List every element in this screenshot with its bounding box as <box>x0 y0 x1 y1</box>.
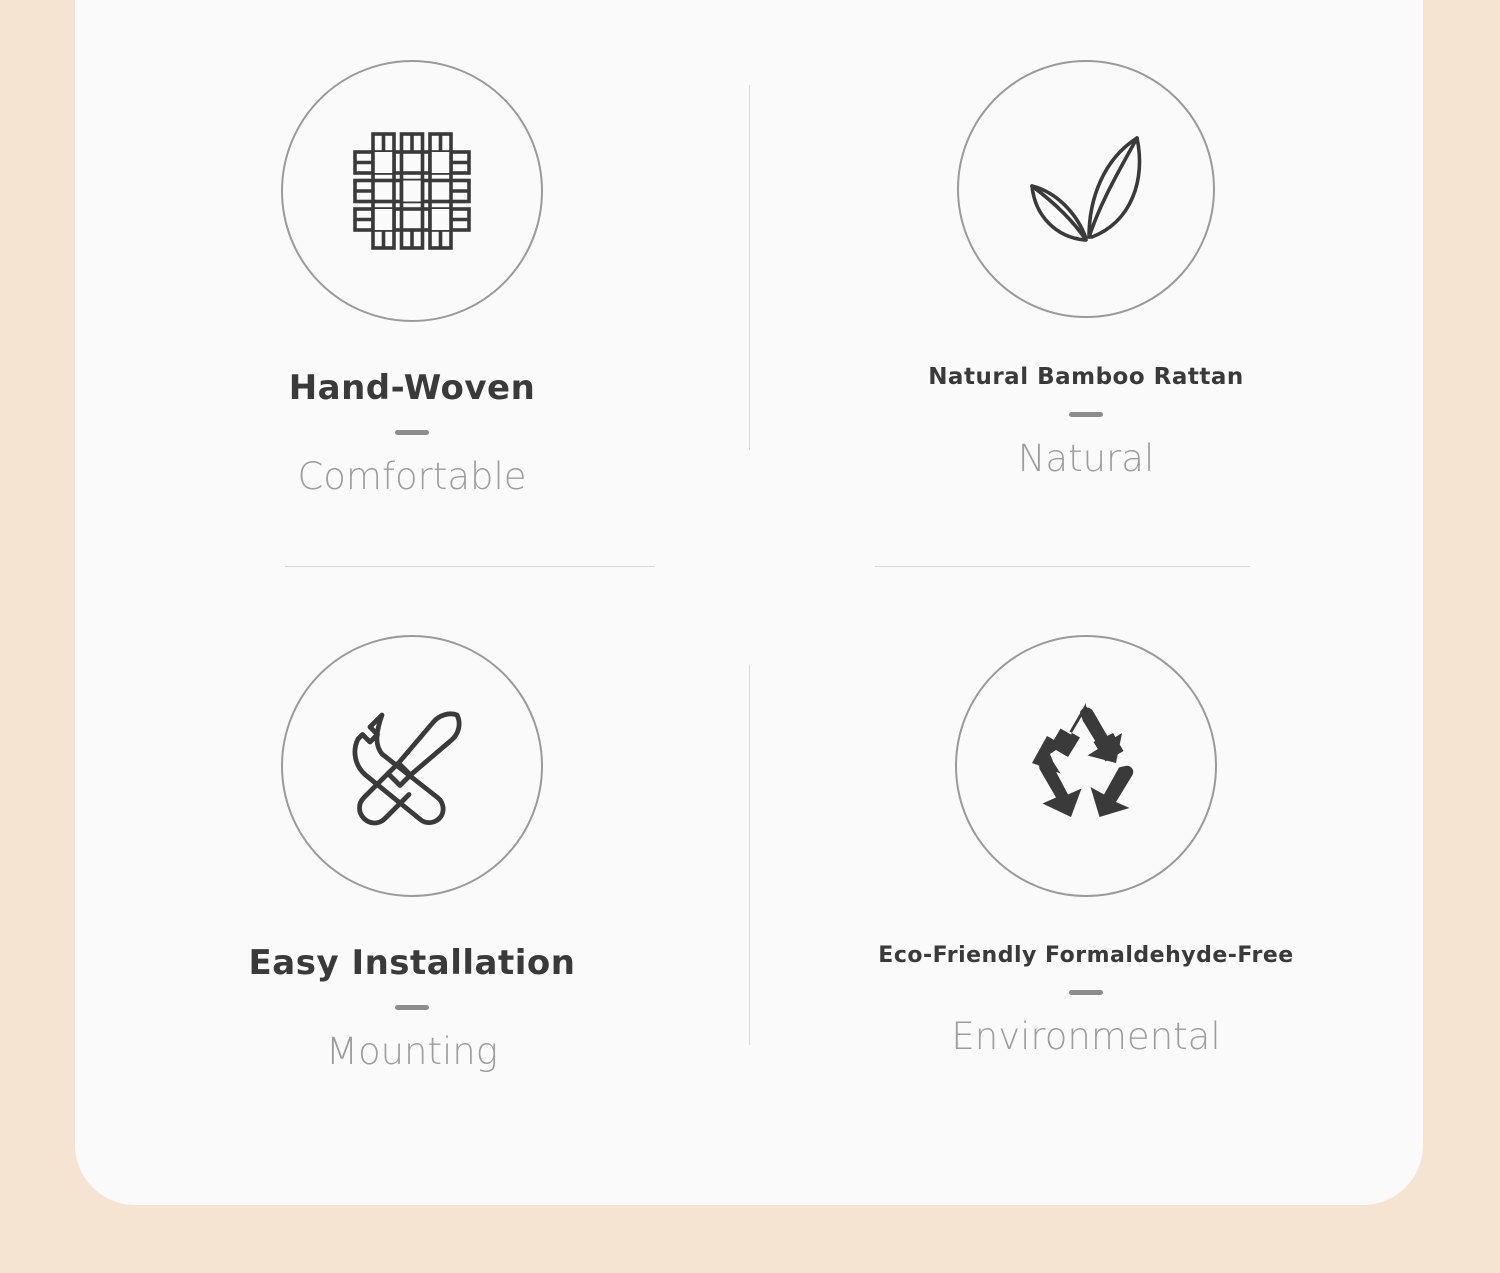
woven-weave-icon <box>337 116 487 266</box>
icon-circle <box>957 60 1215 318</box>
feature-item-hand-woven <box>75 0 749 570</box>
feature-subtitle: Comfortable <box>297 455 527 498</box>
feature-subtitle: Mounting <box>326 1030 498 1073</box>
feature-title: Eco-Friendly Formaldehyde-Free <box>878 943 1294 968</box>
icon-circle <box>281 60 543 322</box>
feature-item-easy-installation <box>75 570 749 1140</box>
feature-title: Hand-Woven <box>288 368 536 408</box>
feature-item-eco-friendly <box>749 570 1423 1140</box>
icon-circle <box>281 635 543 897</box>
horizontal-divider-left <box>285 566 655 567</box>
feature-title: Easy Installation <box>248 943 576 983</box>
divider-dash <box>1069 990 1103 995</box>
vertical-divider-bottom <box>749 665 750 1045</box>
wrench-screwdriver-icon <box>337 691 487 841</box>
feature-subtitle: Natural <box>1017 437 1155 480</box>
recycle-icon <box>1011 691 1161 841</box>
feature-item-natural-bamboo-rattan <box>749 0 1423 570</box>
horizontal-divider-right <box>875 566 1250 567</box>
vertical-divider-top <box>749 85 750 450</box>
feature-title: Natural Bamboo Rattan <box>928 364 1244 390</box>
divider-dash <box>395 430 429 435</box>
divider-dash <box>395 1005 429 1010</box>
divider-dash <box>1069 412 1103 417</box>
feature-card <box>75 0 1423 1205</box>
icon-circle <box>955 635 1217 897</box>
leaf-icon <box>1011 114 1161 264</box>
feature-subtitle: Environmental <box>951 1015 1221 1058</box>
